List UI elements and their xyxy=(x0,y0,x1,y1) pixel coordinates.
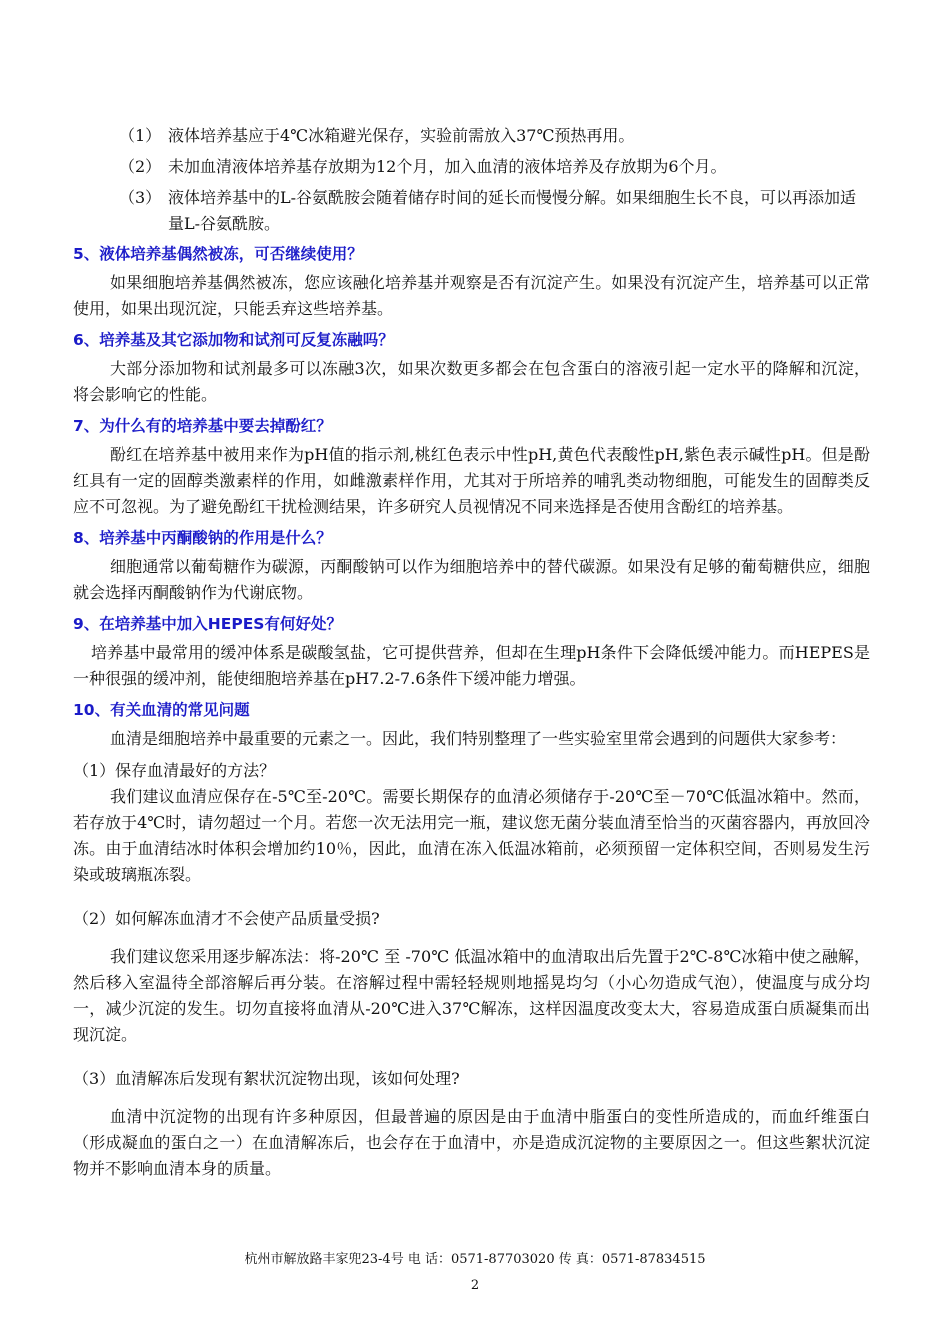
page-number: 2 xyxy=(470,1278,480,1293)
q9-answer: 培养基中最常用的缓冲体系是碳酸氢盐，它可提供营养，但却在生理pH条件下会降低缓冲能力。而HEPES是一种很强的缓冲剂，能使细胞培养基在pH7.2-7.6条件下缓冲能力增强。 xyxy=(73,643,870,688)
q10-heading: 10、有关血清的常见问题 xyxy=(73,701,250,719)
serum-answer-2: 我们建议您采用逐步解冻法：将-20℃ 至 -70℃ 低温冰箱中的血清取出后先置于2℃-8℃冰箱中使之融解，然后移入室温待全部溶解后再分装。在溶解过程中需轻轻规则地摇晃均匀（小心勿造成气泡），使温度与成分均一，减少沉淀的发生。切勿直接将血清从-20℃进入37℃解冻，这样因温度改变太大，容易造成蛋白质凝集而出现沉淀。 xyxy=(73,947,870,1044)
item-text: 未加血清液体培养基存放期为12个月，加入血清的液体培养及存放期为6个月。 xyxy=(168,157,727,176)
q5-answer: 如果细胞培养基偶然被冻，您应该融化培养基并观察是否有沉淀产生。如果没有沉淀产生，培养基可以正常使用，如果出现沉淀，只能丢弃这些培养基。 xyxy=(73,273,870,318)
q10-intro: 血清是细胞培养中最重要的元素之一。因此，我们特别整理了一些实验室里常会遇到的问题供大家参考： xyxy=(110,729,847,748)
page-content xyxy=(73,123,870,1188)
q7-heading: 7、为什么有的培养基中要去掉酚红？ xyxy=(73,417,332,435)
footer-address: 杭州市解放路丰家兜23-4号 电 话：0571-87703020 传 真：0571-87834515 xyxy=(244,1252,706,1267)
serum-question-3: （3）血清解冻后发现有絮状沉淀物出现，该如何处理? xyxy=(73,1069,460,1088)
q6-heading: 6、培养基及其它添加物和试剂可反复冻融吗？ xyxy=(73,331,394,349)
storage-item-1 xyxy=(73,123,870,149)
item-number: （3） xyxy=(119,188,162,207)
serum-question-1: （1）保存血清最好的方法？ xyxy=(73,761,276,780)
q5-heading: 5、液体培养基偶然被冻，可否继续使用？ xyxy=(73,245,363,263)
q8-answer: 细胞通常以葡萄糖作为碳源，丙酮酸钠可以作为细胞培养中的替代碳源。如果没有足够的葡萄糖供应，细胞就会选择丙酮酸钠作为代谢底物。 xyxy=(73,557,870,602)
storage-item-2 xyxy=(73,154,870,180)
serum-question-2: （2）如何解冻血清才不会使产品质量受损? xyxy=(73,909,380,928)
item-text: 液体培养基应于4℃冰箱避光保存，实验前需放入37℃预热再用。 xyxy=(168,126,635,145)
q8-heading: 8、培养基中丙酮酸钠的作用是什么？ xyxy=(73,529,332,547)
serum-answer-3: 血清中沉淀物的出现有许多种原因，但最普遍的原因是由于血清中脂蛋白的变性所造成的，而血纤维蛋白（形成凝血的蛋白之一）在血清解冻后，也会存在于血清中，亦是造成沉淀物的主要原因之一。但这些絮状沉淀物并不影响血清本身的质量。 xyxy=(73,1107,870,1178)
item-text: 液体培养基中的L-谷氨酰胺会随着储存时间的延长而慢慢分解。如果细胞生长不良，可以再添加适量L-谷氨酰胺。 xyxy=(168,188,857,233)
item-number: （1） xyxy=(119,126,162,145)
q7-answer: 酚红在培养基中被用来作为pH值的指示剂,桃红色表示中性pH,黄色代表酸性pH,紫色表示碱性pH。但是酚红具有一定的固醇类激素样的作用，如雌激素样作用，尤其对于所培养的哺乳类动物细胞，可能发生的固醇类反应不可忽视。为了避免酚红干扰检测结果，许多研究人员视情况不同来选择是否使用含酚红的培养基。 xyxy=(73,445,870,516)
serum-answer-1: 我们建议血清应保存在-5℃至-20℃。需要长期保存的血清必须储存于-20℃至－70℃低温冰箱中。然而，若存放于4℃时，请勿超过一个月。若您一次无法用完一瓶，建议您无菌分装血清至恰当的灭菌容器内，再放回冷冻。由于血清结冰时体积会增加约10％，因此，血清在冻入低温冰箱前，必须预留一定体积空间，否则易发生污染或玻璃瓶冻裂。 xyxy=(73,787,870,884)
storage-item-3 xyxy=(73,185,870,237)
q9-heading: 9、在培养基中加入HEPES有何好处？ xyxy=(73,615,342,633)
q6-answer: 大部分添加物和试剂最多可以冻融3次，如果次数更多都会在包含蛋白的溶液引起一定水平的降解和沉淀，将会影响它的性能。 xyxy=(73,359,870,404)
item-number: （2） xyxy=(119,157,162,176)
